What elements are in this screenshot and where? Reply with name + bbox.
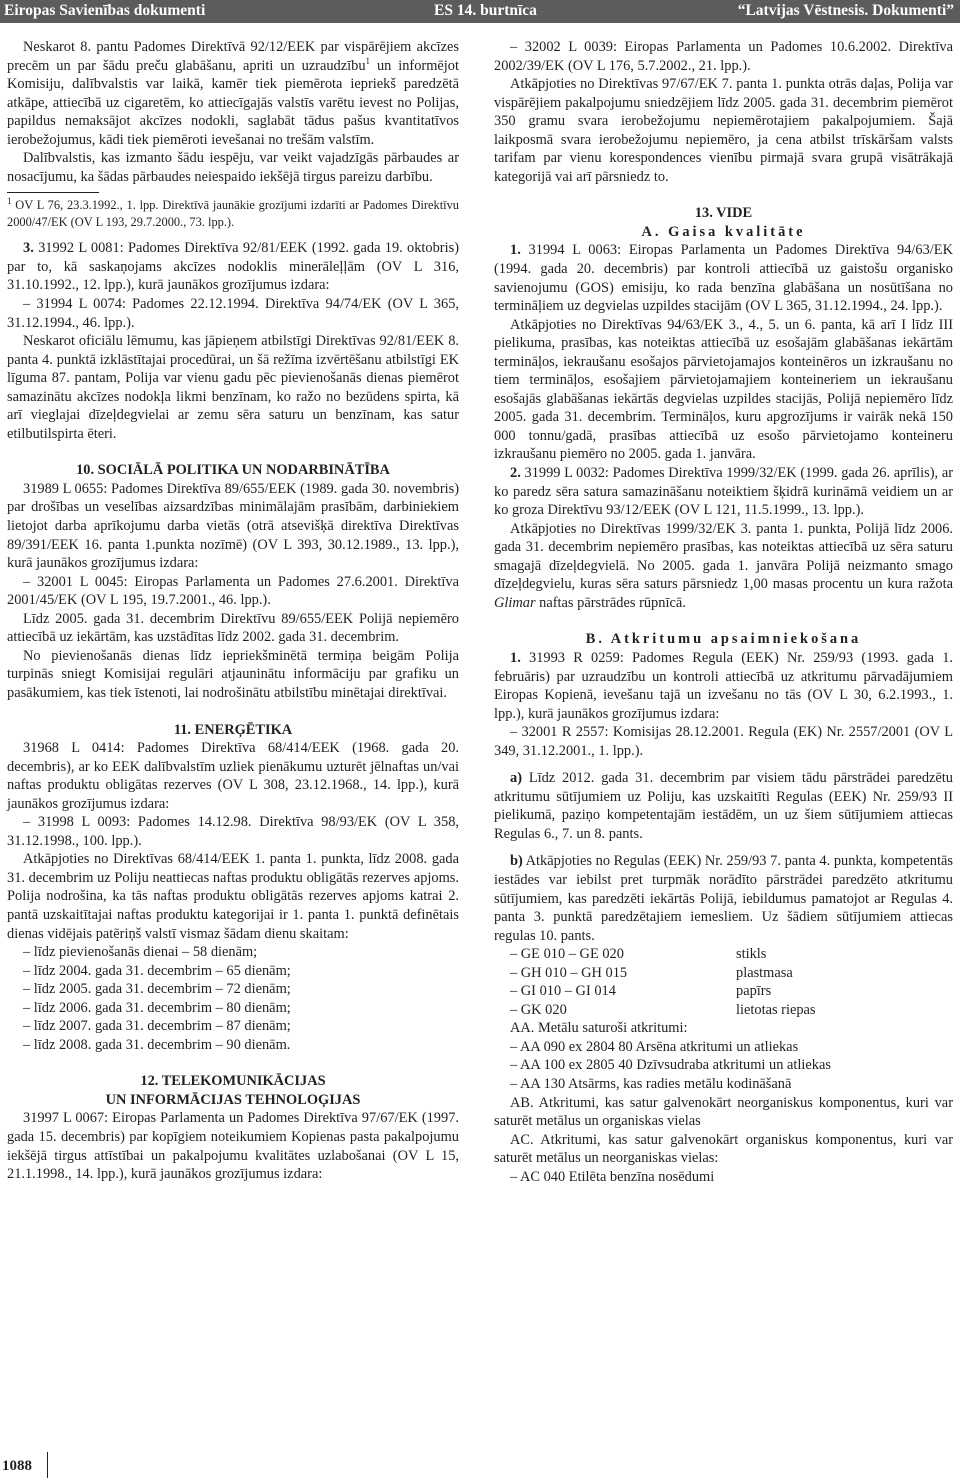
waste-code-row: – GK 020 lietotas riepas (510, 1001, 816, 1018)
paragraph: AB. Atkritumi, kas satur galvenokārt neorganiskus komponentus, kuri var saturēt metālus un organiskas vielas (494, 1094, 953, 1130)
list-item: – līdz 2004. gada 31. decembrim – 65 dienām; (23, 962, 291, 979)
section-heading-11: 11. ENERĢĒTIKA (173, 721, 293, 738)
section-heading-12-line2: UN INFORMĀCIJAS TEHNOLOĢIJAS (105, 1091, 361, 1108)
waste-code-row: – GE 010 – GE 020 stikls (510, 946, 767, 963)
header-issue: ES 14. burtnīca (434, 2, 537, 19)
paragraph: 31989 L 0655: Padomes Direktīva 89/655/EEK (1989. gada 30. novembris) par drošības un veselības aizsardzības minimālajām prasībām, darbiniekiem lietojot darba aprīkojumu darba vietās (otrā atsevišķā direktīva Direktīvas 89/391/EEK 16. panta 1.punkta nozīmē) (OV L 393, 30.12.1989., 13. lpp.), kurā jaunākos grozījumus izdara: (7, 480, 459, 572)
item-a1: 1. 31994 L 0063: Eiropas Parlamenta un Padomes Direktīva 94/63/EK (1994. gada 20. decembris) par kontroli attiecībā uz gaistošu organisko savienojumu (GOS) emisiju, ko rada benzīna glabāšana un nosūtīšana no termināļiem uz degvielas uzpildes stacijām (OV L 365, 31.12.1994., 24. lpp.). (494, 242, 953, 315)
right-column (494, 38, 953, 1186)
list-item: – līdz 2005. gada 31. decembrim – 72 dienām; (23, 981, 291, 998)
amendment-line: – 32002 L 0039: Eiropas Parlamenta un Padomes 10.6.2002. Direktīva 2002/39/EK (OV L 176, 5.7.2002., 21. lpp.). (494, 39, 953, 74)
left-column (7, 38, 459, 1184)
amendment-line: – 31998 L 0093: Padomes 14.12.98. Direktīva 98/93/EK (OV L 358, 31.12.1998., 100. lpp.). (7, 814, 459, 849)
subheading-waste-management: B. Atkritumu apsaimniekošana (585, 631, 862, 648)
section-heading-13: 13. VIDE (694, 205, 753, 222)
waste-code-row: – GH 010 – GH 015 plastmasa (510, 964, 793, 981)
list-item: – AA 130 Atsārms, kas radies metālu kodināšanā (510, 1075, 792, 1092)
list-item: – līdz 2008. gada 31. decembrim – 90 dienām. (23, 1036, 291, 1053)
paragraph: 31968 L 0414: Padomes Direktīva 68/414/EEK (1968. gada 20. decembris), ar ko EEK dalībvalstīm uzliek pienākumu uzturēt jēlnaftas un/vai naftas produktu obligātas rezerves (OV L 308, 23.12.1968., 14. lpp.), kurā jaunākos grozījumus izdara: (7, 740, 459, 812)
list-item: – AA 090 ex 2804 80 Arsēna atkritumi un atliekas (510, 1038, 799, 1055)
paragraph: Atkāpjoties no Direktīvas 68/414/EEK 1. panta 1. punkta, līdz 2008. gada 31. decembrim uz Poliju neattiecas naftas produktu obligātās rezerves apjoms. Polija nodrošina, ka tās naftas produktu obligātās rezerves apjoms katrai 2. pantā uzskaitītajai naftas produktu kategorijai ir 1. panta 1. punktā definētais dienas vidējais patēriņš valstī vismaz šādam dienu skaitam: (7, 851, 459, 942)
header-section-title: Eiropas Savienības dokumenti (4, 2, 206, 19)
section-heading-10: 10. SOCIĀLĀ POLITIKA UN NODARBINĀTĪBA (76, 462, 390, 479)
waste-code-row: – GI 010 – GI 014 papīrs (510, 983, 772, 1000)
list-item: – līdz 2006. gada 31. decembrim – 80 dienām; (23, 999, 291, 1016)
subheading-air-quality: A. Gaisa kvalitāte (641, 223, 806, 240)
paragraph: Atkāpjoties no Direktīvas 97/67/EK 7. panta 1. punkta otrās daļas, Polija var vispārējiem pakalpojumu sniedzējiem līdz 2005. gada 31. decembrim piemērot 350 gramu svara ierobežojumu nepiemērotajiem pakalpojumiem. Šajā laikposmā svara ierobežojumu nepiemēro, ja cena atbilst trīskāršam valsts tarifam par vienu korespondences vienību pirmajā svara grupā visātrākajā kategorijā vai arī pārsniedz to. (494, 76, 953, 185)
list-item: – līdz 2007. gada 31. decembrim – 87 dienām; (23, 1018, 291, 1035)
amendment-line: – 31994 L 0074: Padomes 22.12.1994. Direktīva 94/74/EK (OV L 365, 31.12.1994., 46. lpp.). (7, 296, 459, 331)
item-b-b: b) Atkāpjoties no Regulas (EEK) Nr. 259/93 7. panta 4. punkta, kompetentās iestādes var iebilst pret turpmāk norādīto pārstrādei paredzēto atkritumu sūtījumiem, kas paredzēti iekārtās Polijā, iebildumus pamatojot ar Regulas 4. panta 3. punktā paredzētajiem iemesliem. Uz šādiem sūtījumiem attiecas regulas 10. pants. (494, 853, 953, 944)
page-number-divider (47, 1452, 48, 1478)
paragraph: Dalībvalstis, kas izmanto šādu iespēju, var veikt vajadzīgās pārbaudes ar nosacījumu, ka šādas pārbaudes neiespaido iekšējā tirgus pareizu darbību. (7, 150, 459, 185)
list-item: – līdz pievienošanās dienai – 58 dienām; (23, 944, 258, 961)
section-heading-12: 12. TELEKOMUNIKĀCIJAS (140, 1073, 326, 1090)
running-header (0, 0, 960, 23)
paragraph: Atkāpjoties no Direktīvas 1999/32/EK 3. panta 1. punkta, Polijā līdz 2006. gada 31. decembrim nepiemēro prasības, kas noteiktas attiecībā uz sēra saturu smagajā dīzeļdegvielā. No 2005. gada 1. janvāra Polijā neizmanto smago dīzeļdegvielu, kuras sēra saturs pārsniedz 1,00 masas procentu un kura ražota Glimar naftas pārstrādes rūpnīcā. (494, 520, 953, 611)
list-item: – AA 100 ex 2805 40 Dzīvsudraba atkritumi un atliekas (510, 1057, 831, 1074)
item-b-a: a) Līdz 2012. gada 31. decembrim par visiem tādu pārstrādei paredzētu atkritumu sūtījumiem uz Poliju, kas uzskaitīti Regulas (EEK) Nr. 259/93 II pielikumā, paziņo kompetentajām iestādēm, un uz šiem sūtījumiem attiecas Regulas 6., 7. un 8. pants. (494, 770, 953, 842)
paragraph: Līdz 2005. gada 31. decembrim Direktīvu 89/655/EEK Polijā nepiemēro attiecībā uz iekārtām, kas uzstādītas līdz 2002. gada 31. decembrim. (7, 610, 459, 646)
footnote-rule (7, 192, 99, 193)
paragraph: Neskarot oficiālu lēmumu, kas jāpieņem atbilstīgi Direktīvas 92/81/EEK 8. panta 4. punktā izklāstītajai procedūrai, un šā režīma izvērtēšanu atbilstīgi EK līguma 87. pantam, Polija var vienu gadu pēc pievienošanās dienas piemērot samazinātu akcīzes nodokļa likmi benzīnam, ko ražo no bezūdens spirta, kā arī vieglajai dīzeļdegvielai ar zemu sēra saturu un benzīnam, kas satur etilbutilspirta ēteri. (7, 333, 459, 442)
item-a2: 2. 31999 L 0032: Padomes Direktīva 1999/32/EK (1999. gada 26. aprīlis), ar ko paredz sēra satura samazināšanu noteiktiem šķidrā kurināmā veidiem un ar ko groza Direktīvu 93/12/EEK (OV L 121, 11.5.1999., 13. lpp.). (494, 465, 953, 519)
item-3: 3. 31992 L 0081: Padomes Direktīva 92/81/EEK (1992. gada 19. oktobris) par to, kā saskaņojams akcīzes nodoklis minerāleļļām (OV L 316, 31.10.1992., 12. lpp.), kurā jaunākos grozījumus izdara: (7, 240, 459, 294)
amendment-line: – 32001 L 0045: Eiropas Parlamenta un Padomes 27.6.2001. Direktīva 2001/45/EK (OV L 195, 19.7.2001., 46. lpp.). (7, 573, 459, 609)
paragraph: Atkāpjoties no Direktīvas 94/63/EK 3., 4., 5. un 6. panta, kā arī I līdz III pielikuma, prasības, kas noteiktas attiecībā uz esošajām glabāšanas iekārtām termināļos, iekraušanu esošajos pārvietojamajos konteinēros un izkraušanu no tiem termināļos, esošajiem pārvietojamajiem konteineriem un iekraušanu esošajās glabāšanas iekārtās degvielas uzpildes stacijās, Polijā nepiemēro līdz 2005. gada 31. decembrim. Termināļos, kuru apgrozījums ir vairāk nekā 150 000 tonnu/gadā, prasības attiecībā uz esošo pārvietojamo konteineru izkraušanu piemēro no 2005. gada 1. janvāra. (494, 316, 953, 463)
paragraph: No pievienošanās dienas līdz iepriekšminētā termiņa beigām Polija turpinās sniegt Komisijai regulāri atjauninātu informāciju par grafiku un pasākumiem, kas tiek īstenoti, lai nodrošinātu atbilstību minētajai direktīvai. (7, 647, 459, 701)
paragraph: 31997 L 0067: Eiropas Parlamenta un Padomes Direktīva 97/67/EK (1997. gada 15. decembris) par kopīgiem noteikumiem Kopienas pasta pakalpojumu iekšējā tirgus attīstībai un pakalpojumu kvalitātes uzlabošanai (OV L 15, 21.1.1998., 14. lpp.), kurā jaunākos grozījumus izdara: (7, 1110, 459, 1183)
paragraph: Neskarot 8. pantu Padomes Direktīvā 92/12/EEK par vispārējiem akcīzes precēm un par šādu preču glabāšanu, apriti un uzraudzību$^1$ un informējot Komisiju, dalībvalstis var laikā, kamēr tiek piemērota iepriekš paredzētā atkāpe, attiecībā uz cigaretēm, ko attiecīgajās valstīs varētu ievest no Polijas, papildus nemaksājot akcīzes nodokli, saglabāt tādus pašus kvantitatīvos ierobežojumus, kādi tiek piemēroti ievešanai no trešām valstīm. (7, 39, 459, 148)
amendment-line: – 32001 R 2557: Komisijas 28.12.2001. Regula (EK) Nr. 2557/2001 (OV L 349, 31.12.2001., 1. lpp.). (494, 724, 953, 759)
item-b1: 1. 31993 R 0259: Padomes Regula (EEK) Nr. 259/93 (1993. gada 1. februāris) par uzraudzību un kontroli attiecībā uz atkritumu pārvadājumiem Eiropas Kopienā, ievešanu tajā un izvešanu no tās (OV L 30, 6.2.1993., 1. lpp.), kurā jaunākos grozījumus izdara: (494, 649, 953, 722)
header-publication: “Latvijas Vēstnesis. Dokumenti” (737, 2, 954, 19)
paragraph: AC. Atkritumi, kas satur galvenokārt organiskus komponentus, kuri var saturēt metālus un neorganiskas vielas: (494, 1131, 953, 1167)
page-number: 1088 (2, 1458, 32, 1474)
list-item: – AC 040 Etilēta benzīna nosēdumi (510, 1168, 715, 1185)
paragraph: AA. Metālu saturoši atkritumi: (510, 1020, 688, 1037)
footnote: $^1$ OV L 76, 23.3.1992., 1. lpp. Direktīvā jaunākie grozījumi izdarīti ar Padomes Direktīvu 2000/47/EK (OV L 193, 29.7.2000., 73. lpp.). (7, 196, 459, 229)
